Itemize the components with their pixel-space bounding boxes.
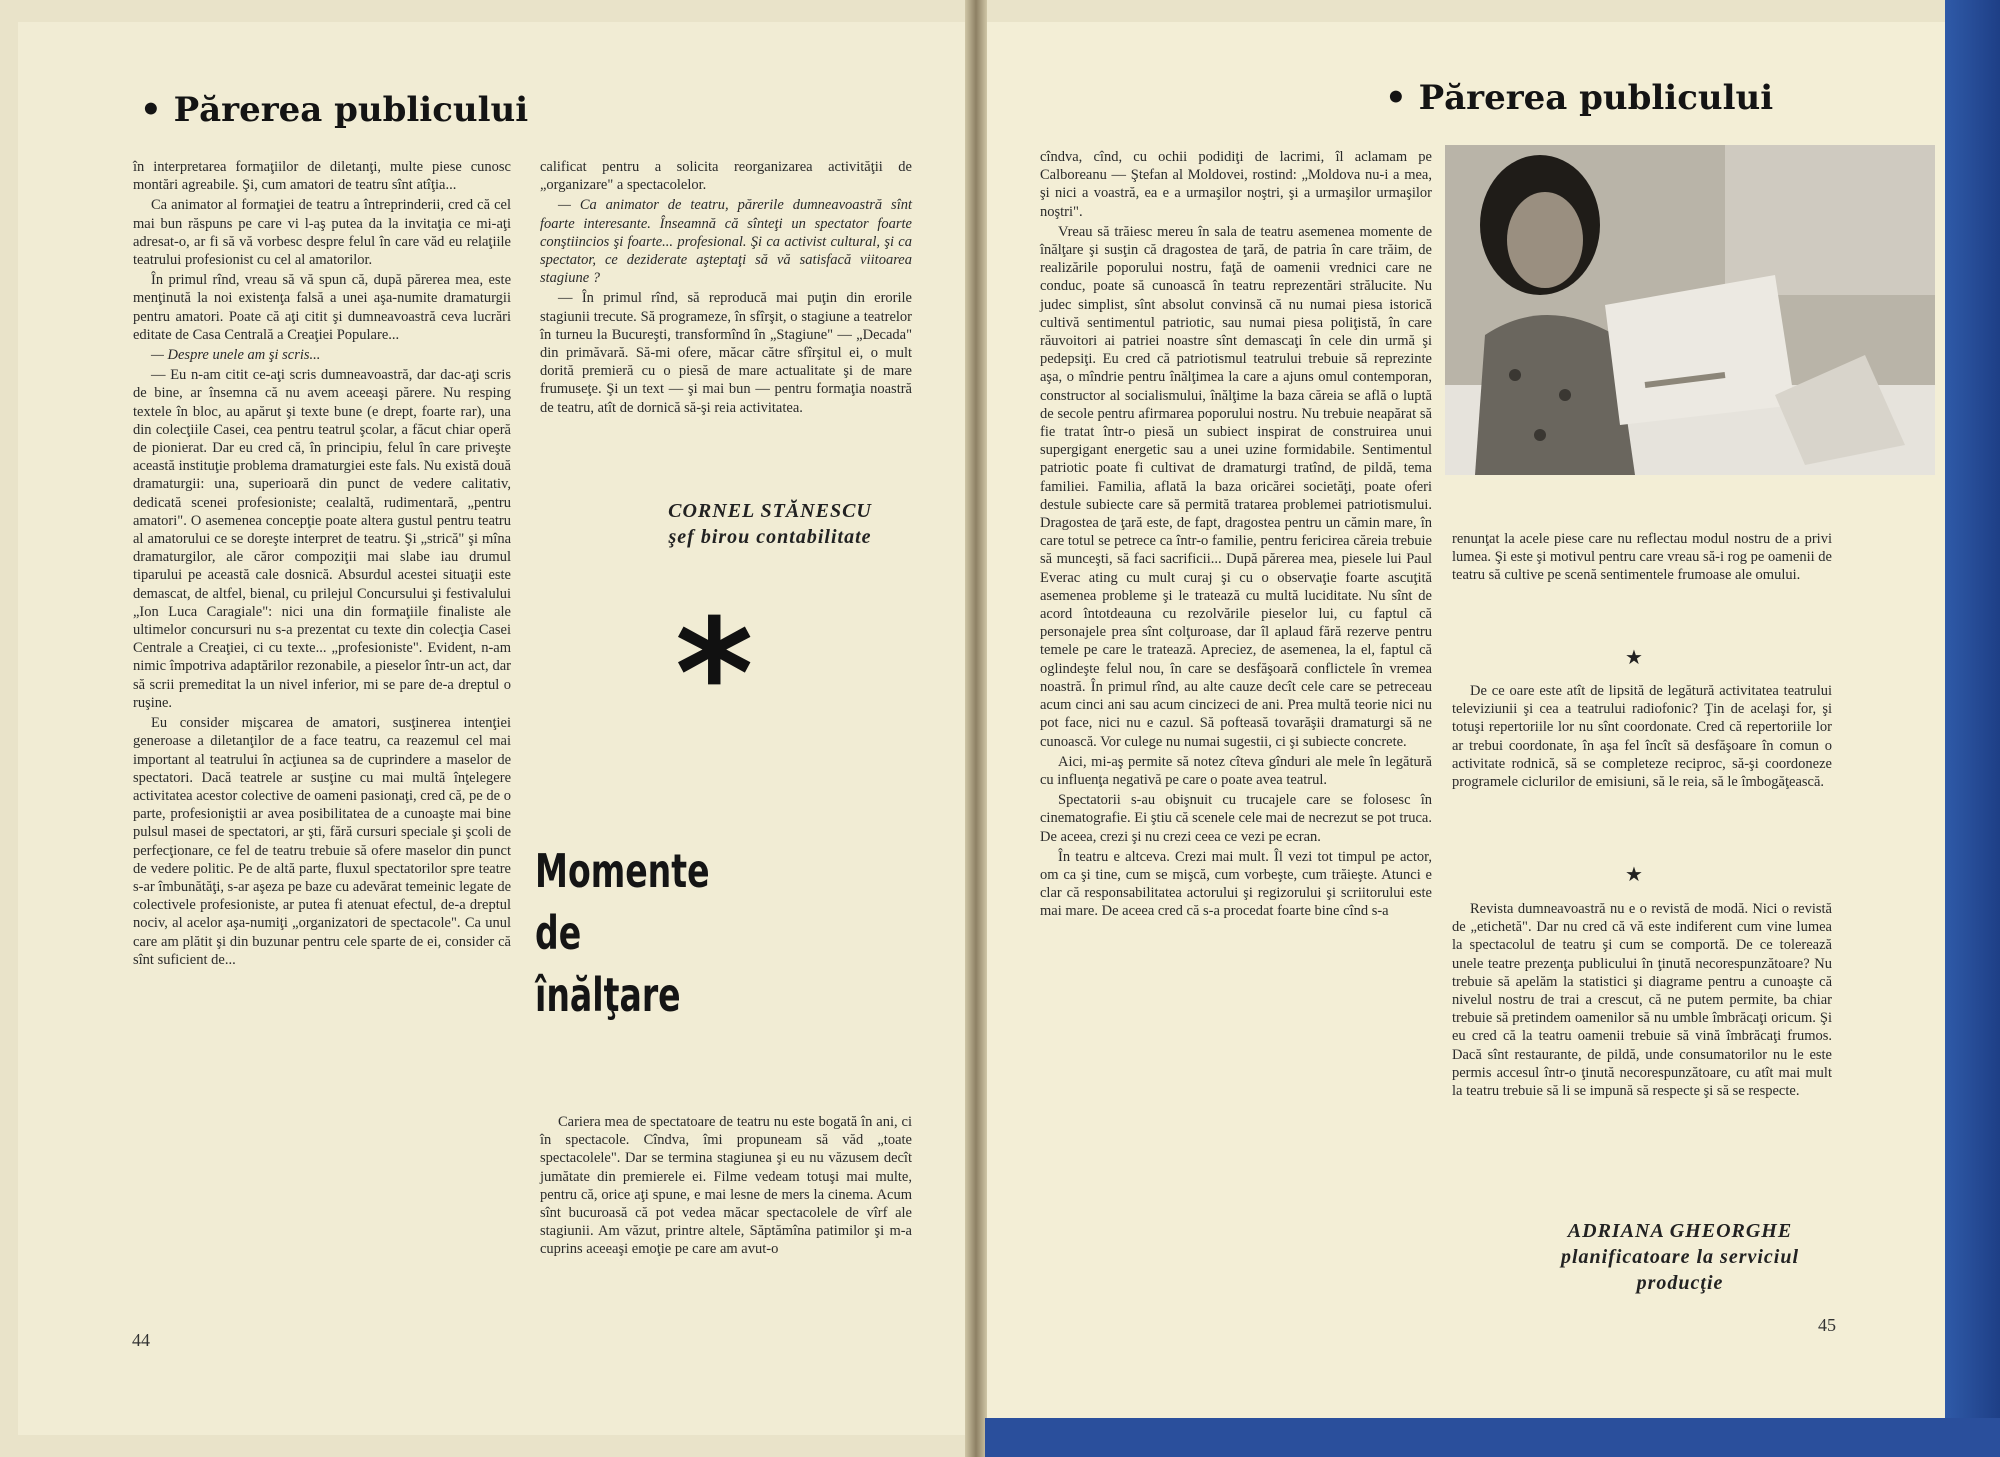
right-column-2 <box>1452 530 1832 587</box>
paragraph: În primul rînd, vreau să vă spun că, după părerea mea, este menţinută la noi existenţa falsă a unei aşa-numite dramaturgii pentru amatori. Poate că aţi citit şi dumneavoastră ceva lucrări editate de Casa Centrală a Creaţiei Populare... <box>133 272 511 343</box>
signature-name: ADRIANA GHEORGHE <box>1567 1220 1793 1242</box>
left-column-2 <box>540 158 912 419</box>
page-number-left: 44 <box>132 1330 150 1350</box>
page-gutter <box>965 0 987 1457</box>
photo-girl-reading <box>1445 145 1935 475</box>
left-column-3 <box>540 1113 912 1261</box>
title-line: Momente <box>535 844 710 898</box>
signature-cornel <box>620 498 920 550</box>
signature-adriana <box>1520 1218 1840 1296</box>
star-separator: ★ <box>1625 862 1643 886</box>
right-column-1 <box>1040 148 1432 923</box>
paragraph: în interpretarea formaţiilor de diletanţi, multe piese cunosc montări agreabile. Şi, cum amatori de teatru sînt atîţia... <box>133 159 511 194</box>
paragraph: renunţat la acele piese care nu reflectau modul nostru de a privi lumea. Şi este şi motivul pentru care vreau să-i rog pe oamenii de teatru să cultive pe scenă sentimentele frumoase ale omului. <box>1452 531 1832 584</box>
paragraph: — Despre unele am şi scris... <box>151 347 321 364</box>
star-separator: ★ <box>1625 645 1643 669</box>
paragraph: Cariera mea de spectatoare de teatru nu este bogată în ani, ci în spectacole. Cîndva, îmi propuneam să văd „toate spectacolele". Dar se termina stagiunea şi eu nu văzusem decît jumătate din premierele ei. Filme vedeam totuşi mai multe, pentru că, orice aţi spune, e mai lesne de mers la cinema. Acum sînt bucuroasă că pot vedea măcar spectacolele de vîrf ale stagiunii. Am văzut, printre altele, Săptămîna patimilor şi m-a cuprins aceeaşi emoţie pe care am avut-o <box>540 1114 912 1258</box>
paragraph: — În primul rînd, să reproducă mai puţin din erorile stagiunii trecute. Să programeze, în sfîrşit, o stagiune a teatrelor în turneu la Bucureşti, transformînd în „Stagiune" — „Decada" din primăvară. Să-mi ofere, măcar către sfîrşitul ei, o mult dorită premieră cu o piesă de mare actualitate şi de mare frumuseţe. Şi un text — şi mai bun — pentru formaţia noastră de teatru, atît de dornică să-şi reia activitatea. <box>540 290 912 416</box>
paragraph: Eu consider mişcarea de amatori, susţinerea intenţiei generoase a diletanţilor de a face teatru, ca reazemul cel mai important al teatrului în acţiunea sa de cuprindere a maselor de spectatori. Dacă teatrele ar susţine cu mai multă înţelegere activitatea acestor colective de oameni pasionaţi, cred că, pe de o parte, profesioniştii ar avea posibilitatea de a cunoaşte mai bine pulsul masei de spectatori, ar şti, fără cursuri speciale şi şcoli de perfecţionare, ce fel de teatru trebuie să ofere maselor din punct de vedere politic. Pe de altă parte, fluxul spectatorilor spre teatre s-ar îmbunătăţi, s-ar aşeza pe baze cu adevărat temeinic legate de colectivele profesioniste, ar putea fi atenuat efectul, de-a dreptul nociv, al acelor aşa-numiţi „organizatori de spectacole". Ca unul care am plătit şi din buzunar pentru cele sparte de ei, consider că sînt suficient de... <box>133 715 511 968</box>
asterisk-ornament: * <box>675 588 754 762</box>
paragraph: cîndva, cînd, cu ochii podidiţi de lacrimi, îl aclamam pe Calboreanu — Ştefan al Moldovei, rostind: „Moldova nu-i a mea, şi nici a voastră, ea e a urmaşilor noştri, şi a urmaşilor urmaşilor noştri". <box>1040 149 1432 220</box>
paragraph: De ce oare este atît de lipsită de legătură activitatea teatrului televiziunii şi cea a teatrului radiofonic? Ţin de acelaşi for, şi totuşi repertoriile lor nu sînt coordonate. Cred că repertoriile lor ar trebui coordonate, în aşa fel încît să desfăşoare în comun o activitate rodnică, să se completeze reciproc, să-şi coordoneze programele ciclurilor de emisiuni, să le reia, să le îmbogăţească. <box>1452 683 1832 791</box>
paragraph: Revista dumneavoastră nu e o revistă de modă. Nici o revistă de „etichetă". Dar nu cred că vă este indiferent cum vine lumea la spectacolul de teatru şi cum se comportă. De ce tolerează unele teatre prezenţa publicului în ţinută necorespunzătoare? Nu trebuie să apelăm la statistici şi diagrame pentru a cunoaşte că nivelul nostru de trai a crescut, că ne putem permite, ba chiar trebuie să pretindem oamenilor să nu umble îmbrăcaţi oricum. Şi eu cred că la teatru oamenii trebuie să vină îmbrăcaţi frumos. Dacă sînt restaurante, de pildă, unde consumatorilor nu le este permis accesul într-o ţinută necorespunzătoare, cu atît mai mult la teatru trebuie să li se impună să respecte şi să se respecte. <box>1452 901 1832 1100</box>
title-line: înălţare <box>535 968 681 1022</box>
paragraph: Spectatorii s-au obişnuit cu trucajele care se folosesc în cinematografie. Ei ştiu că scenele cele mai de necrezut se pot truca. De aceea, crezi şi nu crezi ceea ce vezi pe ecran. <box>1040 792 1432 845</box>
paragraph: Vreau să trăiesc mereu în sala de teatru asemenea momente de înălţare şi susţin că dragostea de ţară, de patria în care trăim, de realizările poporului nostru, faţă de oamenii vrednici care ne conduc, poate să cunoască în teatru reprezentări strălucite. Nu judec simplist, sînt absolut convinsă că nu numai piesa istorică cultivă sentimentul patriotic, sau numai piesa poliţistă, în care răuvoitori ai patriei noastre sînt demascaţi în cele din urmă şi pedepsiţi. Eu cred că patriotismul teatrului trebuie să reprezinte aşa, o mîndrie pentru înălţimea la care a ajuns omul contemporan, constructor al socialismului, înălţime la baza căreia se află o luptă de secole pentru afirmarea poporului nostru. Nu trebuie neapărat să fie tratat într-o piesă un subiect inspirat de construirea unui supergigant energetic sau a unei uzine formidabile. Sentimentul patriotic poate fi cultivat de dramaturgi tratînd, de pildă, tema familiei. Familia, aflată la baza oricărei societăţi, poate oferi destule subiecte care să permită tratarea problemei patriotismului. Dragostea de ţară este, de fapt, dragostea pentru un cămin mare, în care totul se petrece ca într-o familie, pentru fericirea căreia trebuie să munceşti, să faci sacrificii... După părerea mea, piesele lui Paul Everac ating cu mult curaj şi cu o observaţie foarte ascuţită asemenea probleme şi le tratează cu multă luciditate. Nu sînt de acord întotdeauna cu rezolvările pieselor lui, cu faptul că personajele prea sînt colţuroase, dar îl aplaud fără rezerve pentru temele pe care le tratează. Apreciez, de asemenea, la el, faptul că oglindeşte felul nou, în care se desfăşoară conflictele în vremea noastră. În primul rînd, au alte cauze decît cele care se petreceau acum cinci ani sau acum cincizeci de ani. Prea multă teorie nici nu pot face, nici nu e cazul. Să pofteasă tovarăşii dramaturgi să ne cunoască. Vor culege nu numai sugestii, ci şi subiecte concrete. <box>1040 223 1432 750</box>
paragraph: calificat pentru a solicita reorganizarea activităţii de „organizare" a spectacolelor. <box>540 159 912 194</box>
signature-role: planificatoare la serviciul producţie <box>1560 1246 1800 1294</box>
right-column-2b <box>1452 682 1832 793</box>
page-number-right: 45 <box>1818 1315 1836 1335</box>
signature-role: şef birou contabilitate <box>668 526 872 548</box>
title-line: de <box>535 906 582 960</box>
paragraph: — Ca animator de teatru, părerile dumneavoastră sînt foarte interesante. Înseamnă că sînteţi un spectator foarte conştiincios şi foarte... profesional. Şi ca activist cultural, şi ca spectator, ce deziderate aşteptaţi să vă satisfacă viitoarea stagiune ? <box>540 197 912 287</box>
right-column-2c <box>1452 900 1832 1102</box>
signature-name: CORNEL STĂNESCU <box>668 500 872 522</box>
blue-cover-bottom <box>985 1418 2000 1457</box>
paragraph: În teatru e altceva. Crezi mai mult. Îl vezi tot timpul pe actor, om ca şi tine, cum se mişcă, cum vorbeşte, cum trăieşte. Atunci e clar că responsabilitatea actorului şi regizorului şi scriitorului este mai mare. De aceea cred că s-a procedat foarte bine cînd s-a <box>1040 848 1432 920</box>
left-column-1 <box>133 158 511 971</box>
paragraph: Aici, mi-aş permite să notez cîteva gînduri ale mele în legătură cu influenţa negativă pe care o poate avea teatrul. <box>1040 753 1432 788</box>
left-section-header: • Părerea publicului <box>140 90 529 130</box>
paragraph: Ca animator al formaţiei de teatru a întreprinderii, cred că cel mai bun răspuns pe care vi l-aş putea da la invitaţia ce mi-aţi adresat-o, ar fi să vă vorbesc despre felul în care văd eu relaţiile teatrului profesionist cu cel al amatorilor. <box>133 197 511 269</box>
paragraph: — Eu n-am citit ce-aţi scris dumneavoastră, dar dac-aţi scris de bine, ar însemna că nu avem aceeaşi părere. Nu resping textele în bloc, au apărut şi texte bune (e drept, foarte rar), una din colecţiile Casei, cea pentru teatrul şcolar, a făcut chiar operă de pionierat. Dar eu cred că, în principiu, felul în care priveşte această instituţie problema dramaturgiei este fals. Nu există două dramaturgii: una, superioară din punct de vedere calitativ, dedicată scenei profesioniste; cealaltă, rudimentară, „pentru amatori". O asemenea concepţie poate altera gustul pentru teatru al amatorului ce se doreşte interpret de teatru. Şi „strică" şi mîna dramaturgilor, ale căror compoziţii mai slabe iau drumul tiparului pe această cale dosnică. Absurdul acestei situaţii este demascat, de altfel, bienal, cu prilejul Concursului şi festivalului „Ion Luca Caragiale": nici una din formaţiile finaliste ale ultimelor concursuri nu s-a prezentat cu texte din colecţia Casei Centrale a Creaţiei, ci cu texte... „profesioniste". Evident, n-am nimic împotriva adaptărilor rezonabile, a pieselor într-un act, dar să scrii premeditat la un nivel inferior, mi se pare de-a dreptul o ruşine. <box>133 367 511 711</box>
photo-illustration <box>1445 145 1935 475</box>
article-title <box>535 840 710 1026</box>
right-section-header: • Părerea publicului <box>1385 78 1774 118</box>
blue-cover-edge <box>1945 0 2000 1457</box>
